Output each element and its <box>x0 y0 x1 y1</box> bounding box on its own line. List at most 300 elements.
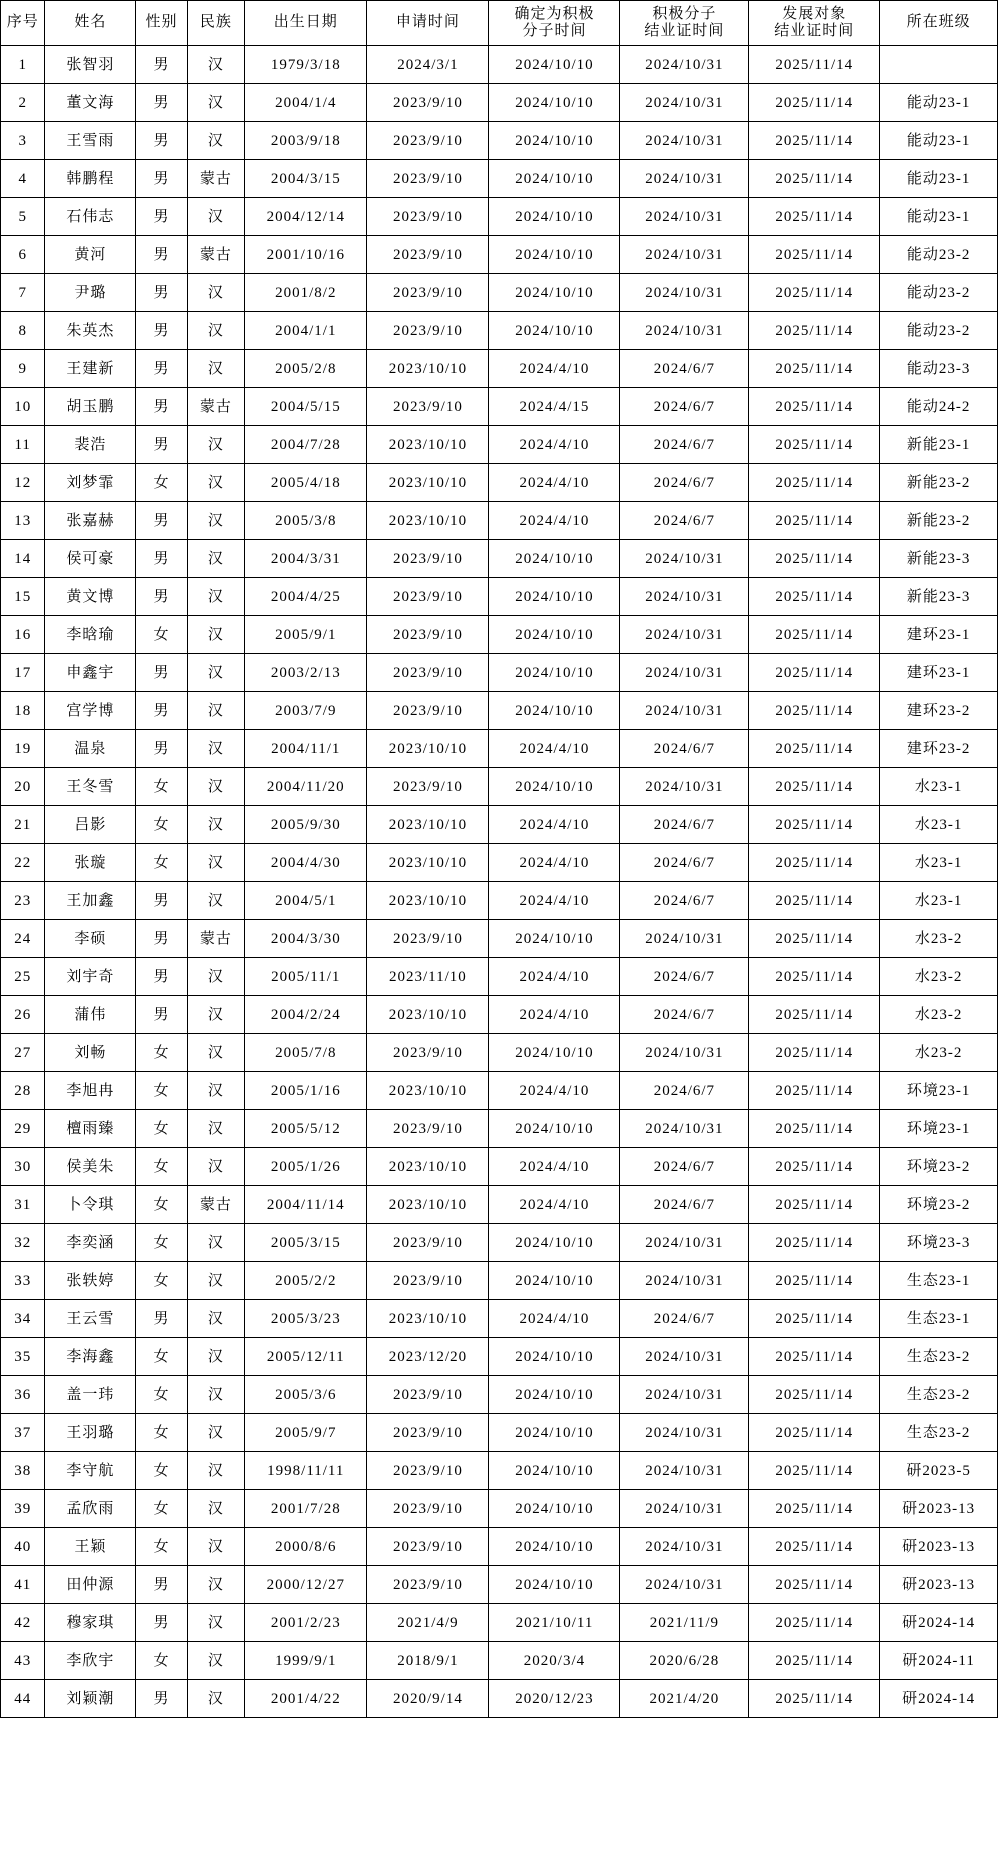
cell-activist-time: 2024/4/10 <box>489 996 620 1034</box>
cell-gender: 男 <box>136 654 187 692</box>
cell-activist-cert-time: 2024/10/31 <box>620 84 749 122</box>
table-row <box>1 502 998 540</box>
cell-development-cert-time: 2025/11/14 <box>749 122 880 160</box>
cell-ethnicity: 汉 <box>187 1072 245 1110</box>
cell-ethnicity: 汉 <box>187 502 245 540</box>
cell-development-cert-time: 2025/11/14 <box>749 806 880 844</box>
cell-index: 18 <box>1 692 45 730</box>
cell-apply-time: 2023/9/10 <box>367 122 489 160</box>
cell-name: 宫学博 <box>45 692 136 730</box>
cell-gender: 男 <box>136 274 187 312</box>
cell-birth-date: 2004/4/25 <box>245 578 367 616</box>
table-row <box>1 1490 998 1528</box>
cell-index: 43 <box>1 1642 45 1680</box>
cell-index: 2 <box>1 84 45 122</box>
cell-birth-date: 1998/11/11 <box>245 1452 367 1490</box>
cell-activist-cert-time: 2024/10/31 <box>620 274 749 312</box>
cell-activist-cert-time: 2021/11/9 <box>620 1604 749 1642</box>
cell-activist-time: 2024/10/10 <box>489 1110 620 1148</box>
cell-class: 生态23-1 <box>880 1300 998 1338</box>
cell-name: 刘畅 <box>45 1034 136 1072</box>
cell-index: 28 <box>1 1072 45 1110</box>
cell-name: 吕影 <box>45 806 136 844</box>
cell-activist-cert-time: 2024/10/31 <box>620 1034 749 1072</box>
cell-development-cert-time: 2025/11/14 <box>749 540 880 578</box>
cell-gender: 女 <box>136 1528 187 1566</box>
cell-ethnicity: 汉 <box>187 1338 245 1376</box>
cell-activist-time: 2024/4/10 <box>489 426 620 464</box>
cell-birth-date: 2005/3/8 <box>245 502 367 540</box>
cell-birth-date: 2005/3/23 <box>245 1300 367 1338</box>
table-row <box>1 844 998 882</box>
cell-birth-date: 2004/1/1 <box>245 312 367 350</box>
cell-ethnicity: 汉 <box>187 882 245 920</box>
cell-activist-time: 2024/10/10 <box>489 1034 620 1072</box>
cell-index: 30 <box>1 1148 45 1186</box>
cell-development-cert-time: 2025/11/14 <box>749 1224 880 1262</box>
cell-development-cert-time: 2025/11/14 <box>749 1604 880 1642</box>
cell-development-cert-time: 2025/11/14 <box>749 1148 880 1186</box>
cell-development-cert-time: 2025/11/14 <box>749 1300 880 1338</box>
cell-apply-time: 2023/10/10 <box>367 1186 489 1224</box>
table-row <box>1 920 998 958</box>
cell-gender: 男 <box>136 350 187 388</box>
cell-index: 25 <box>1 958 45 996</box>
table-row <box>1 388 998 426</box>
cell-class: 水23-2 <box>880 920 998 958</box>
cell-name: 李晗瑜 <box>45 616 136 654</box>
cell-development-cert-time: 2025/11/14 <box>749 1452 880 1490</box>
table-row <box>1 996 998 1034</box>
column-header-name-line-1: 姓名 <box>74 14 107 31</box>
cell-class: 建环23-2 <box>880 730 998 768</box>
cell-name: 胡玉鹏 <box>45 388 136 426</box>
cell-class: 研2023-13 <box>880 1490 998 1528</box>
cell-gender: 女 <box>136 1262 187 1300</box>
cell-activist-time: 2024/10/10 <box>489 160 620 198</box>
cell-gender: 女 <box>136 844 187 882</box>
table-row <box>1 1072 998 1110</box>
cell-development-cert-time: 2025/11/14 <box>749 236 880 274</box>
table-row <box>1 1452 998 1490</box>
cell-class: 新能23-2 <box>880 502 998 540</box>
cell-activist-cert-time: 2024/6/7 <box>620 996 749 1034</box>
cell-index: 6 <box>1 236 45 274</box>
cell-birth-date: 1999/9/1 <box>245 1642 367 1680</box>
cell-gender: 男 <box>136 540 187 578</box>
cell-apply-time: 2023/10/10 <box>367 350 489 388</box>
cell-apply-time: 2023/10/10 <box>367 1072 489 1110</box>
table-row <box>1 1376 998 1414</box>
cell-development-cert-time: 2025/11/14 <box>749 160 880 198</box>
cell-index: 29 <box>1 1110 45 1148</box>
table-row <box>1 1262 998 1300</box>
cell-birth-date: 2004/12/14 <box>245 198 367 236</box>
cell-name: 李欣宇 <box>45 1642 136 1680</box>
cell-apply-time: 2023/10/10 <box>367 464 489 502</box>
cell-gender: 女 <box>136 1110 187 1148</box>
cell-activist-time: 2024/10/10 <box>489 654 620 692</box>
cell-birth-date: 2004/2/24 <box>245 996 367 1034</box>
cell-ethnicity: 汉 <box>187 464 245 502</box>
table-row <box>1 1110 998 1148</box>
cell-activist-time: 2024/10/10 <box>489 540 620 578</box>
cell-class: 生态23-1 <box>880 1262 998 1300</box>
cell-name: 孟欣雨 <box>45 1490 136 1528</box>
cell-ethnicity: 汉 <box>187 46 245 84</box>
cell-development-cert-time: 2025/11/14 <box>749 1186 880 1224</box>
cell-name: 刘宇奇 <box>45 958 136 996</box>
cell-ethnicity: 汉 <box>187 122 245 160</box>
cell-index: 44 <box>1 1680 45 1718</box>
cell-birth-date: 2004/3/31 <box>245 540 367 578</box>
cell-class: 新能23-3 <box>880 540 998 578</box>
cell-birth-date: 2005/2/2 <box>245 1262 367 1300</box>
cell-apply-time: 2023/9/10 <box>367 1490 489 1528</box>
cell-gender: 女 <box>136 1490 187 1528</box>
cell-gender: 男 <box>136 122 187 160</box>
cell-development-cert-time: 2025/11/14 <box>749 464 880 502</box>
cell-birth-date: 2005/1/16 <box>245 1072 367 1110</box>
cell-class: 建环23-1 <box>880 654 998 692</box>
cell-index: 37 <box>1 1414 45 1452</box>
cell-ethnicity: 汉 <box>187 198 245 236</box>
cell-birth-date: 2000/12/27 <box>245 1566 367 1604</box>
cell-development-cert-time: 2025/11/14 <box>749 388 880 426</box>
cell-apply-time: 2023/9/10 <box>367 692 489 730</box>
cell-activist-cert-time: 2024/10/31 <box>620 1224 749 1262</box>
cell-gender: 男 <box>136 1604 187 1642</box>
cell-gender: 男 <box>136 578 187 616</box>
cell-gender: 男 <box>136 426 187 464</box>
cell-index: 13 <box>1 502 45 540</box>
cell-birth-date: 2005/9/7 <box>245 1414 367 1452</box>
cell-activist-time: 2024/10/10 <box>489 768 620 806</box>
cell-class: 水23-1 <box>880 882 998 920</box>
cell-ethnicity: 汉 <box>187 1376 245 1414</box>
table-row <box>1 160 998 198</box>
cell-class: 研2023-5 <box>880 1452 998 1490</box>
cell-index: 11 <box>1 426 45 464</box>
cell-activist-time: 2024/10/10 <box>489 1414 620 1452</box>
cell-apply-time: 2023/9/10 <box>367 274 489 312</box>
cell-activist-cert-time: 2024/10/31 <box>620 692 749 730</box>
cell-ethnicity: 汉 <box>187 426 245 464</box>
cell-apply-time: 2023/9/10 <box>367 540 489 578</box>
table-row <box>1 1642 998 1680</box>
cell-class: 生态23-2 <box>880 1376 998 1414</box>
column-header-activist-cert-time <box>620 1 749 46</box>
table-row <box>1 578 998 616</box>
cell-name: 张轶婷 <box>45 1262 136 1300</box>
column-header-ethnicity <box>187 1 245 46</box>
cell-apply-time: 2024/3/1 <box>367 46 489 84</box>
cell-activist-cert-time: 2024/6/7 <box>620 502 749 540</box>
cell-birth-date: 2004/3/30 <box>245 920 367 958</box>
cell-apply-time: 2023/10/10 <box>367 502 489 540</box>
cell-name: 王云雪 <box>45 1300 136 1338</box>
cell-class: 研2023-13 <box>880 1566 998 1604</box>
cell-apply-time: 2023/10/10 <box>367 882 489 920</box>
cell-ethnicity: 汉 <box>187 1224 245 1262</box>
cell-name: 韩鹏程 <box>45 160 136 198</box>
table-row <box>1 958 998 996</box>
cell-index: 19 <box>1 730 45 768</box>
cell-development-cert-time: 2025/11/14 <box>749 616 880 654</box>
cell-index: 41 <box>1 1566 45 1604</box>
cell-ethnicity: 汉 <box>187 1680 245 1718</box>
table-row <box>1 1224 998 1262</box>
cell-name: 朱英杰 <box>45 312 136 350</box>
cell-development-cert-time: 2025/11/14 <box>749 1262 880 1300</box>
cell-name: 蒲伟 <box>45 996 136 1034</box>
cell-development-cert-time: 2025/11/14 <box>749 920 880 958</box>
cell-birth-date: 2004/5/15 <box>245 388 367 426</box>
cell-activist-cert-time: 2024/10/31 <box>620 312 749 350</box>
cell-development-cert-time: 2025/11/14 <box>749 578 880 616</box>
cell-gender: 女 <box>136 1414 187 1452</box>
column-header-apply-time-line-1: 申请时间 <box>395 14 460 31</box>
cell-activist-cert-time: 2024/10/31 <box>620 1566 749 1604</box>
cell-class: 研2023-13 <box>880 1528 998 1566</box>
cell-name: 李旭冉 <box>45 1072 136 1110</box>
cell-index: 20 <box>1 768 45 806</box>
cell-index: 14 <box>1 540 45 578</box>
table-row <box>1 1528 998 1566</box>
cell-index: 32 <box>1 1224 45 1262</box>
column-header-development-cert-time-line-2: 结业证时间 <box>774 23 855 39</box>
cell-birth-date: 2001/8/2 <box>245 274 367 312</box>
cell-birth-date: 2005/4/18 <box>245 464 367 502</box>
cell-birth-date: 2004/1/4 <box>245 84 367 122</box>
cell-birth-date: 2003/9/18 <box>245 122 367 160</box>
cell-ethnicity: 汉 <box>187 540 245 578</box>
cell-activist-time: 2024/4/10 <box>489 464 620 502</box>
cell-ethnicity: 汉 <box>187 692 245 730</box>
cell-activist-cert-time: 2024/10/31 <box>620 578 749 616</box>
cell-index: 26 <box>1 996 45 1034</box>
cell-gender: 女 <box>136 1642 187 1680</box>
cell-activist-time: 2024/4/10 <box>489 806 620 844</box>
table-row <box>1 1680 998 1718</box>
cell-activist-cert-time: 2024/10/31 <box>620 160 749 198</box>
cell-gender: 女 <box>136 806 187 844</box>
cell-apply-time: 2023/9/10 <box>367 1414 489 1452</box>
cell-apply-time: 2023/9/10 <box>367 312 489 350</box>
cell-activist-cert-time: 2024/10/31 <box>620 1490 749 1528</box>
cell-apply-time: 2023/10/10 <box>367 426 489 464</box>
cell-index: 3 <box>1 122 45 160</box>
cell-gender: 男 <box>136 920 187 958</box>
cell-name: 李硕 <box>45 920 136 958</box>
cell-apply-time: 2018/9/1 <box>367 1642 489 1680</box>
cell-gender: 女 <box>136 1148 187 1186</box>
cell-activist-time: 2024/10/10 <box>489 1338 620 1376</box>
cell-activist-cert-time: 2024/6/7 <box>620 1186 749 1224</box>
cell-activist-cert-time: 2024/6/7 <box>620 1148 749 1186</box>
cell-development-cert-time: 2025/11/14 <box>749 654 880 692</box>
cell-birth-date: 2001/7/28 <box>245 1490 367 1528</box>
cell-development-cert-time: 2025/11/14 <box>749 730 880 768</box>
table-row <box>1 1300 998 1338</box>
column-header-apply-time <box>367 1 489 46</box>
cell-activist-time: 2024/10/10 <box>489 1376 620 1414</box>
cell-activist-cert-time: 2024/6/7 <box>620 882 749 920</box>
table-row <box>1 198 998 236</box>
cell-ethnicity: 汉 <box>187 578 245 616</box>
cell-gender: 男 <box>136 312 187 350</box>
cell-name: 黄文博 <box>45 578 136 616</box>
cell-activist-time: 2024/10/10 <box>489 578 620 616</box>
cell-activist-cert-time: 2024/6/7 <box>620 958 749 996</box>
cell-class: 研2024-14 <box>880 1680 998 1718</box>
cell-activist-cert-time: 2024/10/31 <box>620 236 749 274</box>
column-header-birth-date-line-1: 出生日期 <box>273 14 338 31</box>
cell-gender: 女 <box>136 616 187 654</box>
cell-class: 能动23-1 <box>880 122 998 160</box>
table-row <box>1 84 998 122</box>
cell-index: 15 <box>1 578 45 616</box>
cell-class: 建环23-2 <box>880 692 998 730</box>
cell-activist-cert-time: 2024/10/31 <box>620 768 749 806</box>
cell-development-cert-time: 2025/11/14 <box>749 312 880 350</box>
cell-gender: 男 <box>136 882 187 920</box>
cell-ethnicity: 蒙古 <box>187 160 245 198</box>
column-header-class <box>880 1 998 46</box>
cell-gender: 女 <box>136 1186 187 1224</box>
cell-name: 王雪雨 <box>45 122 136 160</box>
cell-apply-time: 2023/10/10 <box>367 844 489 882</box>
cell-class: 新能23-3 <box>880 578 998 616</box>
cell-index: 16 <box>1 616 45 654</box>
cell-class <box>880 46 998 84</box>
cell-ethnicity: 汉 <box>187 1148 245 1186</box>
cell-activist-cert-time: 2024/10/31 <box>620 1262 749 1300</box>
table-row <box>1 274 998 312</box>
cell-gender: 男 <box>136 388 187 426</box>
cell-index: 39 <box>1 1490 45 1528</box>
cell-ethnicity: 蒙古 <box>187 236 245 274</box>
cell-index: 33 <box>1 1262 45 1300</box>
cell-class: 能动23-2 <box>880 236 998 274</box>
cell-gender: 女 <box>136 1072 187 1110</box>
cell-index: 42 <box>1 1604 45 1642</box>
cell-ethnicity: 汉 <box>187 1528 245 1566</box>
cell-class: 水23-1 <box>880 768 998 806</box>
cell-class: 新能23-1 <box>880 426 998 464</box>
cell-ethnicity: 汉 <box>187 958 245 996</box>
column-header-development-cert-time <box>749 1 880 46</box>
table-row <box>1 540 998 578</box>
cell-activist-time: 2024/10/10 <box>489 1528 620 1566</box>
cell-development-cert-time: 2025/11/14 <box>749 1566 880 1604</box>
cell-birth-date: 1979/3/18 <box>245 46 367 84</box>
cell-gender: 男 <box>136 84 187 122</box>
cell-activist-time: 2024/10/10 <box>489 1452 620 1490</box>
cell-name: 董文海 <box>45 84 136 122</box>
cell-ethnicity: 汉 <box>187 844 245 882</box>
table-body <box>1 46 998 1718</box>
cell-name: 张璇 <box>45 844 136 882</box>
cell-class: 水23-2 <box>880 996 998 1034</box>
cell-name: 侯可豪 <box>45 540 136 578</box>
cell-name: 刘颖潮 <box>45 1680 136 1718</box>
cell-class: 研2024-14 <box>880 1604 998 1642</box>
cell-birth-date: 2000/8/6 <box>245 1528 367 1566</box>
table-row <box>1 236 998 274</box>
column-header-birth-date <box>245 1 367 46</box>
cell-activist-cert-time: 2024/6/7 <box>620 426 749 464</box>
cell-index: 23 <box>1 882 45 920</box>
cell-index: 1 <box>1 46 45 84</box>
cell-apply-time: 2023/9/10 <box>367 616 489 654</box>
table-row <box>1 1566 998 1604</box>
cell-name: 王建新 <box>45 350 136 388</box>
cell-activist-time: 2024/10/10 <box>489 1490 620 1528</box>
cell-index: 22 <box>1 844 45 882</box>
cell-birth-date: 2005/7/8 <box>245 1034 367 1072</box>
cell-apply-time: 2023/9/10 <box>367 578 489 616</box>
cell-activist-time: 2020/12/23 <box>489 1680 620 1718</box>
cell-apply-time: 2023/9/10 <box>367 84 489 122</box>
table-row <box>1 46 998 84</box>
cell-ethnicity: 汉 <box>187 1566 245 1604</box>
cell-gender: 男 <box>136 1566 187 1604</box>
cell-name: 王冬雪 <box>45 768 136 806</box>
cell-gender: 女 <box>136 1034 187 1072</box>
cell-ethnicity: 汉 <box>187 1262 245 1300</box>
cell-apply-time: 2023/10/10 <box>367 1300 489 1338</box>
cell-name: 田仲源 <box>45 1566 136 1604</box>
cell-ethnicity: 汉 <box>187 350 245 388</box>
cell-ethnicity: 蒙古 <box>187 388 245 426</box>
cell-development-cert-time: 2025/11/14 <box>749 1110 880 1148</box>
column-header-activist-time-line-2: 分子时间 <box>522 23 587 39</box>
cell-ethnicity: 蒙古 <box>187 1186 245 1224</box>
table-row <box>1 882 998 920</box>
cell-name: 温泉 <box>45 730 136 768</box>
cell-apply-time: 2023/9/10 <box>367 1110 489 1148</box>
cell-gender: 男 <box>136 1680 187 1718</box>
table-header <box>1 1 998 46</box>
cell-development-cert-time: 2025/11/14 <box>749 1490 880 1528</box>
cell-birth-date: 2004/7/28 <box>245 426 367 464</box>
cell-activist-cert-time: 2021/4/20 <box>620 1680 749 1718</box>
cell-activist-time: 2024/10/10 <box>489 1262 620 1300</box>
cell-activist-time: 2024/10/10 <box>489 616 620 654</box>
table-row <box>1 654 998 692</box>
cell-gender: 男 <box>136 1300 187 1338</box>
cell-ethnicity: 汉 <box>187 1452 245 1490</box>
cell-index: 31 <box>1 1186 45 1224</box>
cell-class: 能动23-2 <box>880 312 998 350</box>
cell-gender: 女 <box>136 464 187 502</box>
cell-birth-date: 2004/4/30 <box>245 844 367 882</box>
cell-activist-cert-time: 2024/6/7 <box>620 806 749 844</box>
cell-name: 尹璐 <box>45 274 136 312</box>
cell-gender: 男 <box>136 236 187 274</box>
cell-birth-date: 2004/3/15 <box>245 160 367 198</box>
cell-activist-cert-time: 2020/6/28 <box>620 1642 749 1680</box>
cell-class: 研2024-11 <box>880 1642 998 1680</box>
cell-class: 水23-1 <box>880 806 998 844</box>
cell-index: 10 <box>1 388 45 426</box>
cell-class: 生态23-2 <box>880 1414 998 1452</box>
cell-apply-time: 2023/9/10 <box>367 1376 489 1414</box>
cell-ethnicity: 汉 <box>187 1300 245 1338</box>
cell-birth-date: 2005/3/15 <box>245 1224 367 1262</box>
cell-development-cert-time: 2025/11/14 <box>749 1414 880 1452</box>
